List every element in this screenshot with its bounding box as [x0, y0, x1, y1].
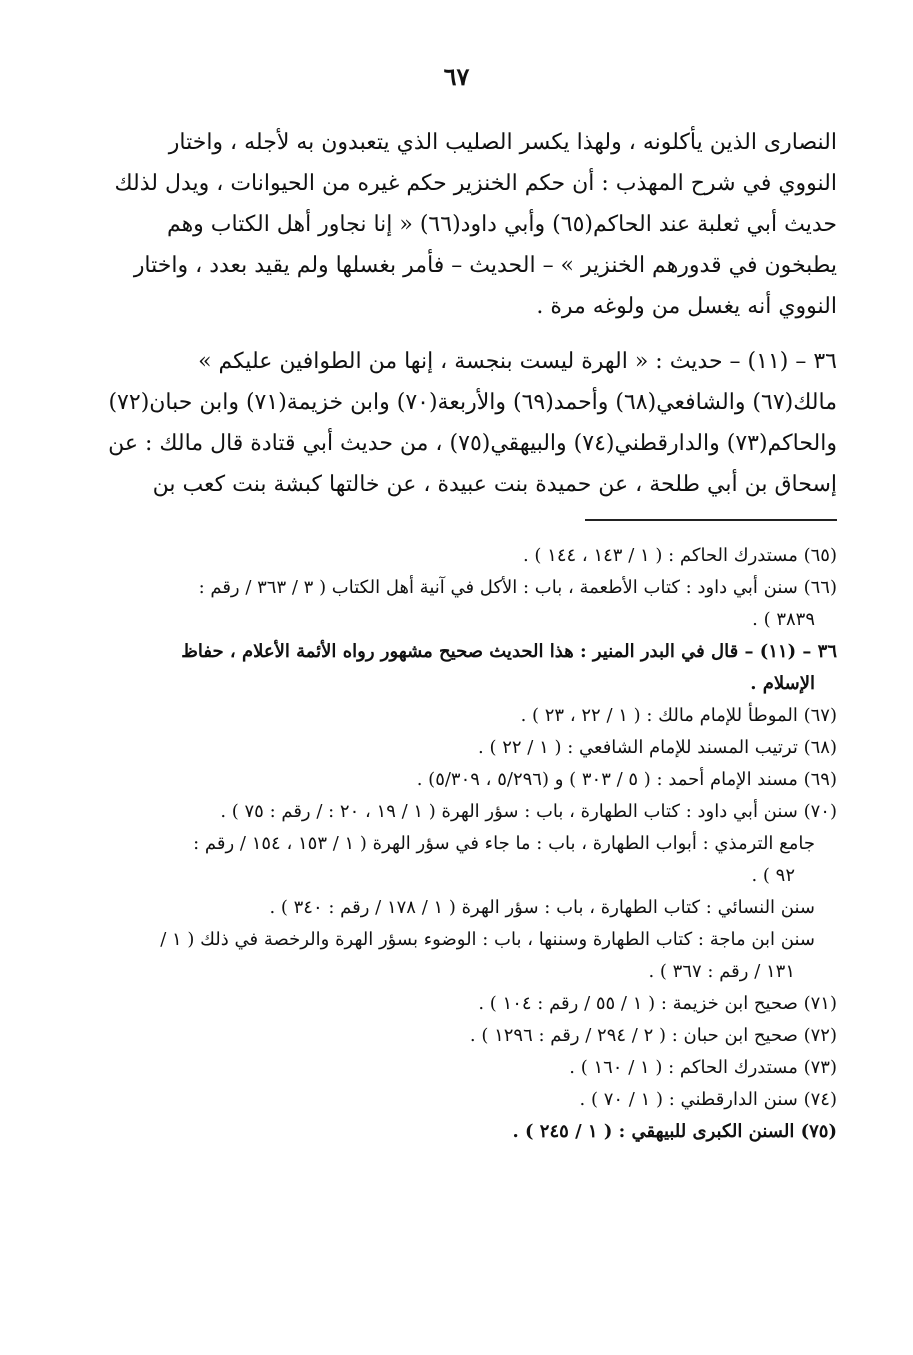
footnote-line: جامع الترمذي : أبواب الطهارة ، باب : ما جاء في سؤر الهرة ( ١ / ١٥٣ ، ١٥٤ / رقم :: [193, 833, 815, 854]
footnote-line: (٦٧) الموطأ للإمام مالك : ( ١ / ٢٢ ، ٢٣ ) .: [520, 705, 837, 726]
footnote-line: (٧٠) سنن أبي داود : كتاب الطهارة ، باب : سؤر الهرة ( ١ / ١٩ ، ٢٠ : / رقم : ٧٥ ) .: [220, 801, 837, 822]
main-line: حديث أبي ثعلبة عند الحاكم(٦٥) وأبي داود(٦٦) « إنا نجاور أهل الكتاب وهم: [166, 212, 837, 237]
footnote-line: سنن ابن ماجة : كتاب الطهارة وسننها ، باب : الوضوء بسؤر الهرة والرخصة في ذلك ( ١ /: [160, 929, 815, 950]
footnote-line: (٧٣) مستدرك الحاكم : ( ١ / ١٦٠ ) .: [569, 1057, 837, 1078]
footnote-line: (٦٩) مسند الإمام أحمد : ( ٥ / ٣٠٣ ) و (٥/٢٩٦ ، ٥/٣٠٩) .: [416, 769, 837, 790]
footnote-line: (٧٥) السنن الكبرى للبيهقي : ( ١ / ٢٤٥ ) .: [512, 1121, 837, 1142]
main-line: يطبخون في قدورهم الخنزير » – الحديث – فأمر بغسلها ولم يقيد بعدد ، واختار: [133, 253, 837, 278]
hadith-heading: ٣٦ – (١١) – حديث : « الهرة ليست بنجسة ، إنها من الطوافين عليكم »: [198, 349, 837, 374]
footnote-line: (٧٤) سنن الدارقطني : ( ١ / ٧٠ ) .: [579, 1089, 837, 1110]
footnote-line: ٣٦ – (١١) – قال في البدر المنير : هذا الحديث صحيح مشهور رواه الأئمة الأعلام ، حفاظ: [181, 641, 837, 662]
main-line: النصارى الذين يأكلونه ، ولهذا يكسر الصليب الذي يتعبدون به لأجله ، واختار: [168, 130, 837, 155]
footnote-line: ٣٨٣٩ ) .: [752, 609, 815, 630]
footnote-line: (٦٨) ترتيب المسند للإمام الشافعي : ( ١ / ٢٢ ) .: [478, 737, 837, 758]
main-line: مالك(٦٧) والشافعي(٦٨) وأحمد(٦٩) والأربعة(٧٠) وابن خزيمة(٧١) وابن حبان(٧٢): [108, 390, 837, 415]
footnote-line: (٦٦) سنن أبي داود : كتاب الأطعمة ، باب : الأكل في آنية أهل الكتاب ( ٣ / ٣٦٣ / رقم :: [198, 577, 837, 598]
footnote-line: الإسلام .: [750, 673, 815, 694]
main-text: [77, 122, 837, 505]
main-line: النووي في شرح المهذب : أن حكم الخنزير حكم غيره من الحيوانات ، ويدل لذلك: [114, 171, 837, 196]
main-line: إسحاق بن أبي طلحة ، عن حميدة بنت عبيدة ، عن خالتها كبشة بنت كعب بن: [152, 472, 837, 497]
main-line: النووي أنه يغسل من ولوغه مرة .: [536, 294, 837, 319]
paragraph-gap: [77, 327, 837, 341]
footnotes: [77, 540, 837, 1148]
footnote-line: (٧٢) صحيح ابن حبان : ( ٢ / ٢٩٤ / رقم : ١٢٩٦ ) .: [469, 1025, 837, 1046]
footnote-line: ١٣١ / رقم : ٣٦٧ ) .: [648, 961, 795, 982]
footnote-separator: [585, 519, 837, 521]
footnote-line: (٦٥) مستدرك الحاكم : ( ١ / ١٤٣ ، ١٤٤ ) .: [522, 545, 837, 566]
page-number: ٦٧: [443, 62, 470, 91]
footnote-line: (٧١) صحيح ابن خزيمة : ( ١ / ٥٥ / رقم : ١٠٤ ) .: [478, 993, 837, 1014]
footnote-line: ٩٢ ) .: [751, 865, 795, 886]
footnote-line: سنن النسائي : كتاب الطهارة ، باب : سؤر الهرة ( ١ / ١٧٨ / رقم : ٣٤٠ ) .: [269, 897, 815, 918]
main-line: والحاكم(٧٣) والدارقطني(٧٤) والبيهقي(٧٥) ، من حديث أبي قتادة قال مالك : عن: [108, 431, 837, 456]
